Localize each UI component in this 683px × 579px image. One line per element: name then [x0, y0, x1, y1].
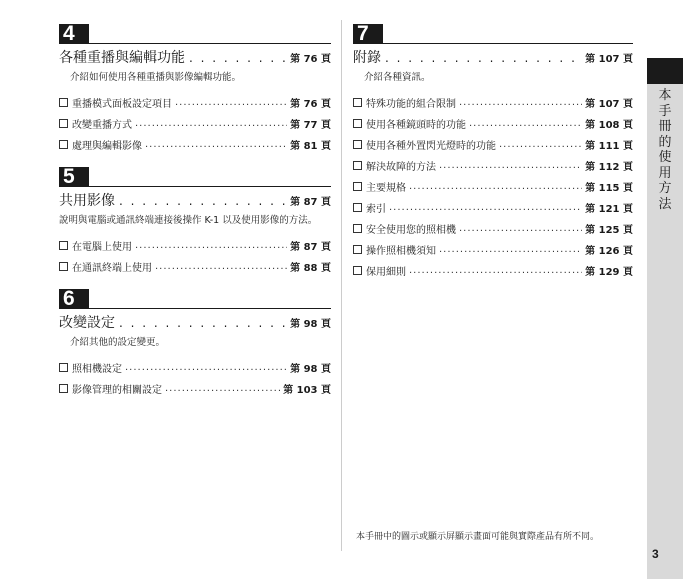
side-tab-char: 用 — [658, 165, 672, 181]
checkbox-icon — [59, 98, 68, 107]
toc-entry[interactable] — [59, 256, 331, 277]
chapter-description: 介紹各種資訊。 — [364, 72, 431, 83]
chapter-4 — [59, 24, 331, 155]
chapter-number: 7 — [353, 24, 383, 44]
entry-page: 第 98 頁 — [290, 364, 331, 375]
chapter-number: 5 — [59, 167, 89, 187]
side-tab-char: 冊 — [658, 119, 672, 134]
leader-dots — [459, 97, 582, 108]
entry-label: 使用各種外置閃光燈時的功能 — [366, 141, 496, 152]
checkbox-icon — [353, 266, 362, 275]
leader-dots — [385, 51, 581, 65]
toc-entry[interactable] — [59, 113, 331, 134]
entry-page: 第 77 頁 — [290, 120, 331, 131]
side-tab-char: 本 — [658, 88, 672, 103]
toc-entry[interactable] — [353, 134, 633, 155]
leader-dots — [135, 118, 287, 129]
toc-entry[interactable] — [59, 92, 331, 113]
chapter-title-row[interactable] — [353, 47, 633, 67]
leader-dots — [175, 97, 287, 108]
left-column — [59, 24, 331, 411]
checkbox-icon — [353, 224, 362, 233]
entry-page: 第 121 頁 — [585, 204, 633, 215]
checkbox-icon — [59, 119, 68, 128]
chapter-title-row[interactable] — [59, 190, 331, 210]
entry-page: 第 115 頁 — [585, 183, 633, 194]
entry-page: 第 87 頁 — [290, 242, 331, 253]
leader-dots — [135, 240, 287, 251]
entry-label: 重播模式面板設定項目 — [72, 99, 172, 110]
checkbox-icon — [59, 384, 68, 393]
chapter-description: 介紹其他的設定變更。 — [70, 337, 166, 348]
toc-entry[interactable] — [353, 176, 633, 197]
toc-entry[interactable] — [59, 357, 331, 378]
side-tab-label — [647, 88, 683, 212]
entry-label: 主要規格 — [366, 183, 406, 194]
leader-dots — [389, 202, 582, 213]
entry-label: 在通訊終端上使用 — [72, 263, 152, 274]
chapter-page: 第 98 頁 — [290, 319, 331, 330]
entry-page: 第 125 頁 — [585, 225, 633, 236]
entry-label: 在電腦上使用 — [72, 242, 132, 253]
chapter-page: 第 107 頁 — [585, 54, 633, 65]
side-tab-char: 法 — [658, 196, 672, 212]
entry-label: 解決故障的方法 — [366, 162, 436, 173]
leader-dots — [189, 51, 286, 65]
page-number: 3 — [652, 547, 659, 561]
chapter-title-row[interactable] — [59, 47, 331, 67]
side-tab-char: 的 — [658, 134, 672, 150]
checkbox-icon — [353, 161, 362, 170]
entry-label: 改變重播方式 — [72, 120, 132, 131]
chapter-5 — [59, 167, 331, 277]
chapter-description: 介紹如何使用各種重播與影像編輯功能。 — [70, 72, 242, 83]
leader-dots — [165, 383, 280, 394]
toc-entry[interactable] — [353, 92, 633, 113]
leader-dots — [145, 139, 287, 150]
chapter-title: 共用影像 — [59, 193, 115, 209]
chapter-7 — [353, 24, 633, 281]
chapter-page: 第 87 頁 — [290, 197, 331, 208]
entry-page: 第 88 頁 — [290, 263, 331, 274]
toc-entry[interactable] — [59, 134, 331, 155]
entry-page: 第 129 頁 — [585, 267, 633, 278]
column-divider — [341, 20, 342, 551]
checkbox-icon — [59, 363, 68, 372]
toc-entry[interactable] — [353, 239, 633, 260]
chapter-6 — [59, 289, 331, 399]
toc-entry[interactable] — [353, 197, 633, 218]
entry-label: 操作照相機須知 — [366, 246, 436, 257]
leader-dots — [459, 223, 582, 234]
right-column — [353, 24, 633, 293]
chapter-title-row[interactable] — [59, 312, 331, 332]
checkbox-icon — [353, 140, 362, 149]
leader-dots — [499, 139, 582, 150]
chapter-page: 第 76 頁 — [290, 54, 331, 65]
entry-page: 第 76 頁 — [290, 99, 331, 110]
entry-label: 安全使用您的照相機 — [366, 225, 456, 236]
side-tab-char: 使 — [658, 150, 672, 165]
chapter-title: 附錄 — [353, 50, 381, 66]
toc-entry[interactable] — [59, 235, 331, 256]
side-tab-char: 手 — [658, 103, 672, 119]
entry-page: 第 108 頁 — [585, 120, 633, 131]
leader-dots — [119, 194, 286, 208]
entry-page: 第 81 頁 — [290, 141, 331, 152]
checkbox-icon — [353, 98, 362, 107]
chapter-description: 說明與電腦或通訊終端連接後操作 K-1 以及使用影像的方法。 — [59, 215, 318, 226]
checkbox-icon — [59, 262, 68, 271]
side-tab-marker — [647, 58, 683, 84]
checkbox-icon — [353, 203, 362, 212]
leader-dots — [409, 181, 582, 192]
toc-entry[interactable] — [353, 218, 633, 239]
entry-label: 使用各種鏡頭時的功能 — [366, 120, 466, 131]
leader-dots — [155, 261, 287, 272]
chapter-number: 6 — [59, 289, 89, 309]
leader-dots — [439, 160, 582, 171]
entry-page: 第 103 頁 — [283, 385, 331, 396]
toc-entry[interactable] — [353, 113, 633, 134]
leader-dots — [125, 362, 287, 373]
entry-label: 照相機設定 — [72, 364, 122, 375]
leader-dots — [469, 118, 582, 129]
checkbox-icon — [353, 245, 362, 254]
leader-dots — [409, 265, 582, 276]
checkbox-icon — [353, 119, 362, 128]
entry-label: 影像管理的相關設定 — [72, 385, 162, 396]
toc-entry[interactable] — [353, 155, 633, 176]
entry-page: 第 112 頁 — [585, 162, 633, 173]
entry-label: 索引 — [366, 204, 386, 215]
toc-entry[interactable] — [353, 260, 633, 281]
chapter-title: 各種重播與編輯功能 — [59, 50, 185, 66]
leader-dots — [119, 316, 286, 330]
chapter-title: 改變設定 — [59, 315, 115, 331]
entry-page: 第 107 頁 — [585, 99, 633, 110]
entry-label: 處理與編輯影像 — [72, 141, 142, 152]
checkbox-icon — [59, 241, 68, 250]
checkbox-icon — [59, 140, 68, 149]
entry-label: 保用細則 — [366, 267, 406, 278]
entry-page: 第 126 頁 — [585, 246, 633, 257]
entry-label: 特殊功能的組合限制 — [366, 99, 456, 110]
toc-entry[interactable] — [59, 378, 331, 399]
side-tab-char: 方 — [658, 181, 672, 196]
leader-dots — [439, 244, 582, 255]
chapter-number: 4 — [59, 24, 89, 44]
checkbox-icon — [353, 182, 362, 191]
entry-page: 第 111 頁 — [585, 141, 633, 152]
footnote: 本手冊中的圖示或顯示屏顯示畫面可能與實際產品有所不同。 — [356, 532, 600, 542]
